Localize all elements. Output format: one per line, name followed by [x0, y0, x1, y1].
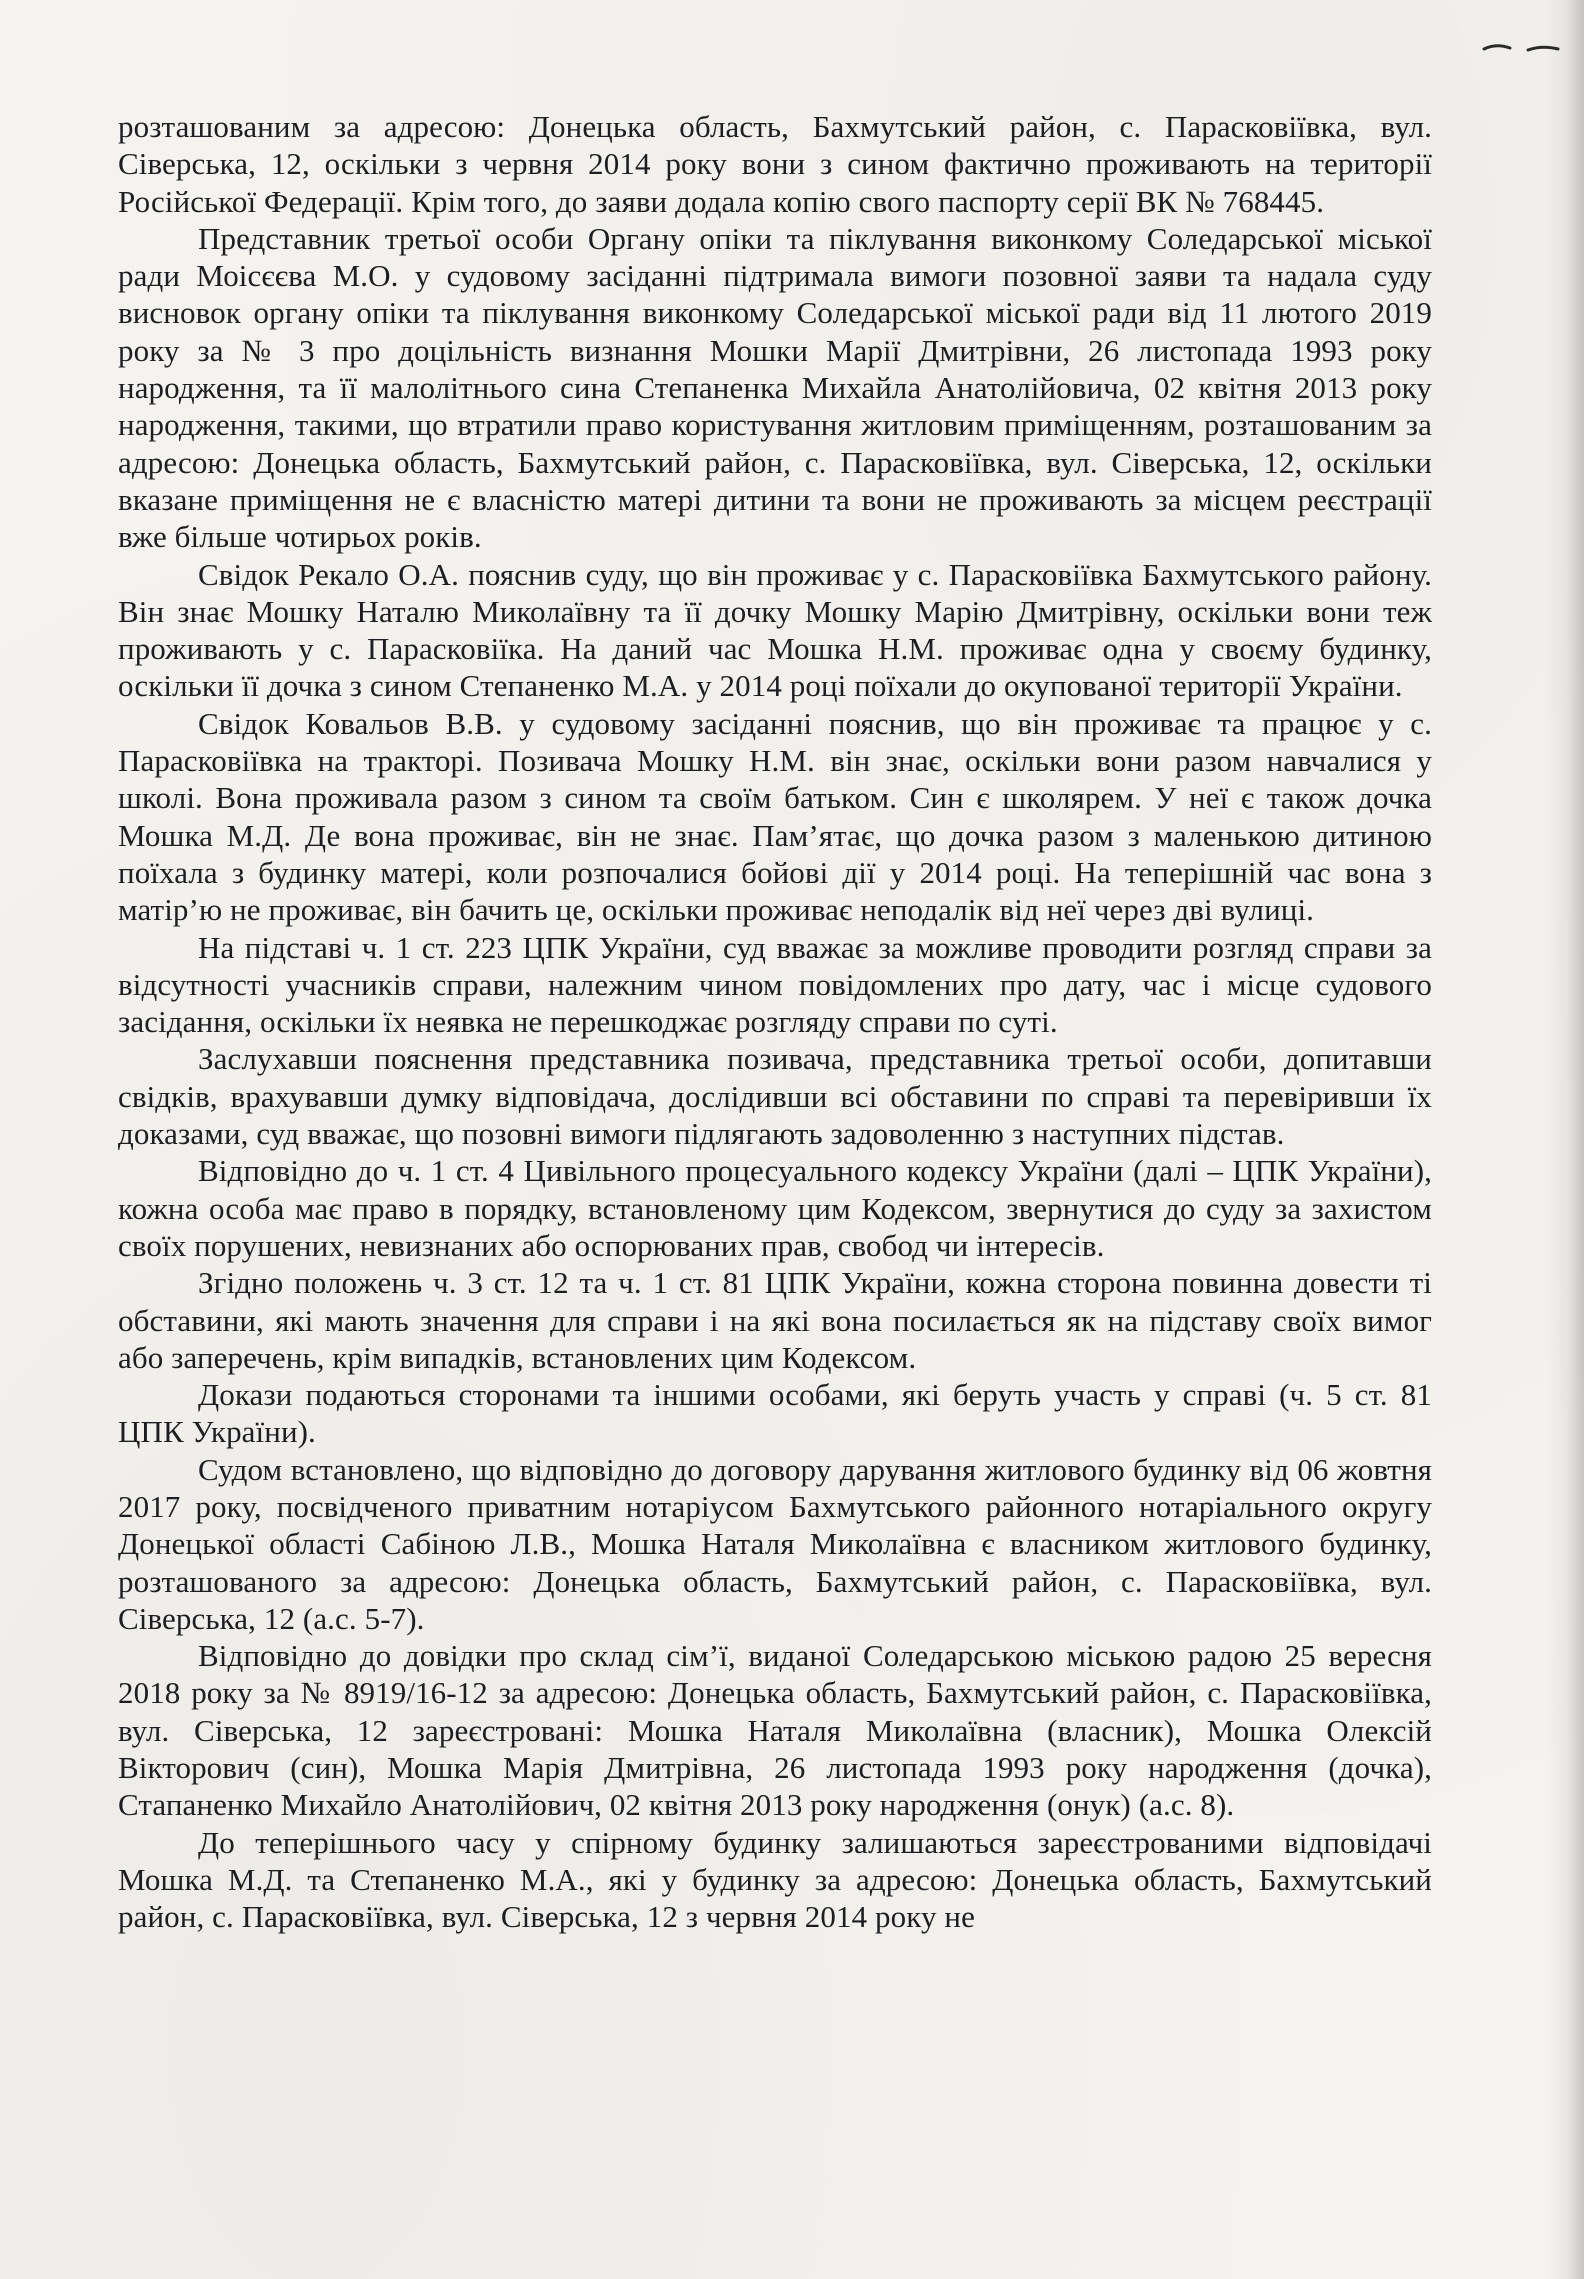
paragraph: Судом встановлено, що відповідно до договору дарування житлового будинку від 06 жовтня 2017 року, посвідченого приватним нотаріусом Бахмутського районного нотаріального округу Донецької області Сабіною Л.В., Мошка Наталя Миколаївна є власником житлового будинку, розташованого за адресою: Донецька область, Бахмутський район, с. Парасковіївка, вул. Сіверська, 12 (а.с. 5-7). — [118, 1451, 1432, 1636]
paragraph: До теперішнього часу у спірному будинку залишаються зареєстрованими відповідачі Мошка М.Д. та Степаненко М.А., які у будинку за адресою: Донецька область, Бахмутський район, с. Парасковіївка, вул. Сіверська, 12 з червня 2014 року не — [118, 1824, 1432, 1935]
paragraph: Представник третьої особи Органу опіки та піклування виконкому Соледарської міської ради Моісєєва М.О. у судовому засіданні підтримала вимоги позовної заяви та надала суду висновок органу опіки та піклування виконкому Соледарської міської ради від 11 лютого 2019 року за № 3 про доцільність визнання Мошки Марії Дмитрівни, 26 листопада 1993 року народження, та її малолітнього сина Степаненка Михайла Анатолійовича, 02 квітня 2013 року народження, такими, що втратили право користування житловим приміщенням, розташованим за адресою: Донецька область, Бахмутський район, с. Парасковіївка, вул. Сіверська, 12, оскільки вказане приміщення не є власністю матері дитини та вони не проживають за місцем реєстрації вже більше чотирьох років. — [118, 220, 1432, 555]
paragraph: Свідок Рекало О.А. пояснив суду, що він проживає у с. Парасковіївка Бахмутського району. Він знає Мошку Наталю Миколаївну та її дочку Мошку Марію Дмитрівну, оскільки вони теж проживають у с. Парасковіїка. На даний час Мошка Н.М. проживає одна у своєму будинку, оскільки її дочка з сином Степаненко М.А. у 2014 році поїхали до окупованої території України. — [118, 556, 1432, 704]
paragraph: розташованим за адресою: Донецька область, Бахмутський район, с. Парасковіївка, вул. Сіверська, 12, оскільки з червня 2014 року вони з сином фактично проживають на території Російської Федерації. Крім того, до заяви додала копію свого паспорту серії ВК № 768445. — [118, 109, 1432, 219]
paragraph: На підставі ч. 1 ст. 223 ЦПК України, суд вважає за можливе проводити розгляд справи за відсутності учасників справи, належним чином повідомлених про дату, час і місце судового засідання, оскільки їх неявка не перешкоджає розгляду справи по суті. — [118, 929, 1432, 1040]
document-body — [118, 108, 1432, 1936]
paragraph: Згідно положень ч. 3 ст. 12 та ч. 1 ст. 81 ЦПК України, кожна сторона повинна довести ті обставини, які мають значення для справи і на які вона посилається як на підставу своїх вимог або заперечень, крім випадків, встановлених цим Кодексом. — [118, 1265, 1432, 1375]
paragraph: Докази подаються сторонами та іншими особами, які беруть участь у справі (ч. 5 ст. 81 ЦПК України). — [118, 1377, 1432, 1450]
page-edge-shadow — [1546, 0, 1584, 2279]
staple-mark-icon — [1482, 40, 1562, 56]
paragraph: Заслухавши пояснення представника позивача, представника третьої особи, допитавши свідків, врахувавши думку відповідача, дослідивши всі обставини по справі та перевіривши їх доказами, суд вважає, що позовні вимоги підлягають задоволенню з наступних підстав. — [118, 1041, 1432, 1152]
paragraph: Відповідно до ч. 1 ст. 4 Цивільного процесуального кодексу України (далі – ЦПК України), кожна особа має право в порядку, встановленому цим Кодексом, звернутися до суду за захистом своїх порушених, невизнаних або оспорюваних прав, свобод чи інтересів. — [118, 1153, 1432, 1263]
paragraph: Відповідно до довідки про склад сім’ї, виданої Соледарською міською радою 25 вересня 2018 року за № 8919/16-12 за адресою: Донецька область, Бахмутський район, с. Парасковіївка, вул. Сіверська, 12 зареєстровані: Мошка Наталя Миколаївна (власник), Мошка Олексій Вікторович (син), Мошка Марія Дмитрівна, 26 листопада 1993 року народження (дочка), Стапаненко Михайло Анатолійович, 02 квітня 2013 року народження (онук) (а.с. 8). — [118, 1638, 1432, 1823]
paragraph: Свідок Ковальов В.В. у судовому засіданні пояснив, що він проживає та працює у с. Парасковіївка на тракторі. Позивача Мошку Н.М. він знає, оскільки вони разом навчалися у школі. Вона проживала разом з сином та своїм батьком. Син є школярем. У неї є також дочка Мошка М.Д. Де вона проживає, він не знає. Пам’ятає, що дочка разом з маленькою дитиною поїхала з будинку матері, коли розпочалися бойові дії у 2014 році. На теперішній час вона з матір’ю не проживає, він бачить це, оскільки проживає неподалік від неї через дві вулиці. — [118, 705, 1432, 928]
